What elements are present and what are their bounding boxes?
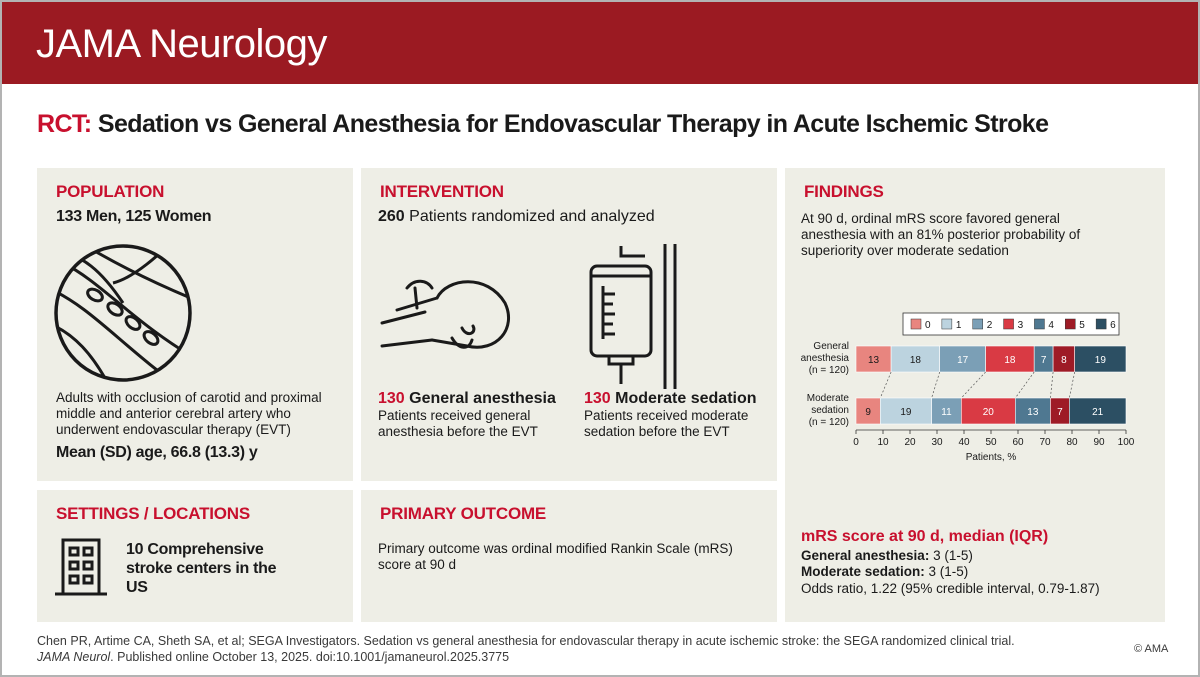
- bar-value-label: 17: [957, 355, 969, 366]
- legend-swatch: [1034, 319, 1044, 329]
- arm2-label: Moderate sedation: [610, 390, 757, 407]
- bar-value-label: 18: [1004, 355, 1016, 366]
- x-axis-title: Patients, %: [965, 452, 1017, 463]
- publication-info: . Published online October 13, 2025. doi:10.1001/jamaneurol.2025.3775: [110, 650, 510, 664]
- findings-text: At 90 d, ordinal mRS score favored general anesthesia with an 81% posterior probability of superiority over moderate sedation: [801, 211, 1081, 258]
- intervention-panel: [361, 168, 777, 481]
- primary-outcome-panel: [361, 490, 777, 622]
- x-tick-label: 40: [958, 437, 970, 448]
- arm1-count: 130: [378, 390, 405, 407]
- arm1-label: General anesthesia: [404, 390, 556, 407]
- settings-heading: SETTINGS / LOCATIONS: [56, 504, 251, 523]
- x-tick-label: 20: [904, 437, 916, 448]
- median-heading: mRS score at 90 d, median (IQR): [801, 528, 1049, 545]
- legend-label: 6: [1110, 320, 1116, 331]
- findings-heading: FINDINGS: [804, 182, 884, 201]
- journal-title: JAMA Neurology: [36, 22, 327, 66]
- legend-label: 5: [1079, 320, 1085, 331]
- connector-line: [880, 372, 891, 398]
- men-count: 133: [56, 208, 82, 225]
- primary-outcome-text: Primary outcome was ordinal modified Rankin Scale (mRS) score at 90 d: [378, 541, 733, 572]
- page-title: [37, 110, 1048, 139]
- bar-value-label: 9: [865, 407, 871, 418]
- findings-panel: [785, 168, 1165, 622]
- odds-ratio: Odds ratio, 1.22 (95% credible interval, 0.79-1.87): [801, 581, 1100, 596]
- median-ga: [801, 548, 973, 564]
- bar-value-label: 13: [867, 355, 880, 366]
- population-description: Adults with occlusion of carotid and proximal middle and anterior cerebral artery who underwent endovascular therapy (EVT): [56, 390, 322, 437]
- legend-label: 1: [955, 320, 962, 331]
- connector-line: [1050, 372, 1053, 398]
- legend-swatch: [942, 319, 952, 329]
- row-label: (n = 120): [808, 365, 849, 376]
- bar-value-label: 18: [909, 355, 921, 366]
- legend-swatch: [1096, 319, 1106, 329]
- x-tick-label: 80: [1066, 437, 1078, 448]
- median-ms-label: Moderate sedation:: [801, 564, 925, 579]
- connector-line: [961, 372, 985, 398]
- connector-line: [1015, 372, 1034, 398]
- population-age: Mean (SD) age, 66.8 (13.3) y: [56, 444, 258, 461]
- arm2-count: 130: [584, 390, 611, 407]
- bar-value-label: 20: [982, 407, 994, 418]
- median-ga-value: 3 (1-5): [929, 548, 973, 563]
- copyright: © AMA: [1134, 643, 1169, 655]
- x-tick-label: 30: [931, 437, 943, 448]
- arm1-title: [378, 390, 556, 408]
- mrs-stacked-bar-chart: [785, 303, 1165, 473]
- title-prefix: RCT:: [37, 110, 92, 138]
- legend-swatch: [973, 319, 983, 329]
- median-ms: [801, 564, 968, 580]
- citation-text: Chen PR, Artime CA, Sheth SA, et al; SEGA Investigators. Sedation vs general anesthesia for endovascular therapy in acute ischemic stroke: the SEGA randomized clinical trial.: [37, 634, 1015, 648]
- bar-value-label: 7: [1057, 407, 1063, 418]
- legend-label: 0: [925, 320, 931, 331]
- bar-value-label: 19: [900, 407, 912, 418]
- row-label: sedation: [811, 405, 849, 416]
- population-heading: POPULATION: [56, 182, 165, 201]
- settings-panel: [37, 490, 353, 622]
- iv-drip-icon: [583, 244, 683, 389]
- total-label: Patients randomized and analyzed: [404, 208, 655, 225]
- bar-value-label: 11: [941, 407, 952, 418]
- women-label: Women: [151, 208, 212, 225]
- row-label: (n = 120): [808, 417, 849, 428]
- arm2-title: [584, 390, 757, 408]
- journal-abbrev: JAMA Neurol: [37, 650, 111, 664]
- population-sex: [56, 208, 211, 226]
- x-tick-label: 90: [1093, 437, 1105, 448]
- legend-label: 2: [986, 320, 993, 331]
- artery-icon: [53, 243, 193, 383]
- row-label: Moderate: [806, 393, 849, 404]
- intervention-total: [378, 208, 655, 226]
- bar-value-label: 19: [1094, 355, 1106, 366]
- x-tick-label: 60: [1012, 437, 1024, 448]
- total-count: 260: [378, 208, 405, 225]
- x-tick-label: 10: [877, 437, 889, 448]
- legend-swatch: [1065, 319, 1075, 329]
- primary-outcome-heading: PRIMARY OUTCOME: [380, 504, 547, 523]
- patient-mask-icon: [377, 268, 517, 363]
- row-label: General: [813, 341, 849, 352]
- population-panel: [37, 168, 353, 481]
- connector-line: [932, 372, 940, 398]
- journal-header: [2, 2, 1198, 84]
- legend-swatch: [911, 319, 921, 329]
- citation-publication: [37, 649, 1015, 665]
- citation: [37, 633, 1015, 665]
- settings-text: 10 Comprehensive stroke centers in the US: [126, 541, 277, 596]
- intervention-heading: INTERVENTION: [380, 182, 504, 201]
- connector-line: [1069, 372, 1074, 398]
- arm2-description: Patients received moderate sedation before the EVT: [584, 408, 749, 439]
- bar-value-label: 13: [1027, 407, 1039, 418]
- title-text: Sedation vs General Anesthesia for Endovascular Therapy in Acute Ischemic Stroke: [97, 110, 1049, 138]
- men-label: Men,: [81, 208, 126, 225]
- median-ga-label: General anesthesia:: [801, 548, 930, 563]
- legend-label: 4: [1048, 320, 1054, 331]
- building-icon: [53, 538, 109, 596]
- x-tick-label: 0: [853, 437, 859, 448]
- x-tick-label: 50: [985, 437, 997, 448]
- legend-swatch: [1004, 319, 1014, 329]
- median-ms-value: 3 (1-5): [924, 564, 969, 579]
- bar-value-label: 8: [1061, 355, 1067, 366]
- arm1-description: Patients received general anesthesia before the EVT: [378, 408, 538, 439]
- bar-value-label: 21: [1092, 407, 1104, 418]
- women-count: 125: [125, 208, 152, 225]
- x-tick-label: 70: [1039, 437, 1051, 448]
- row-label: anesthesia: [800, 353, 849, 364]
- bar-value-label: 7: [1040, 355, 1047, 366]
- x-tick-label: 100: [1117, 437, 1135, 448]
- legend-label: 3: [1017, 320, 1024, 331]
